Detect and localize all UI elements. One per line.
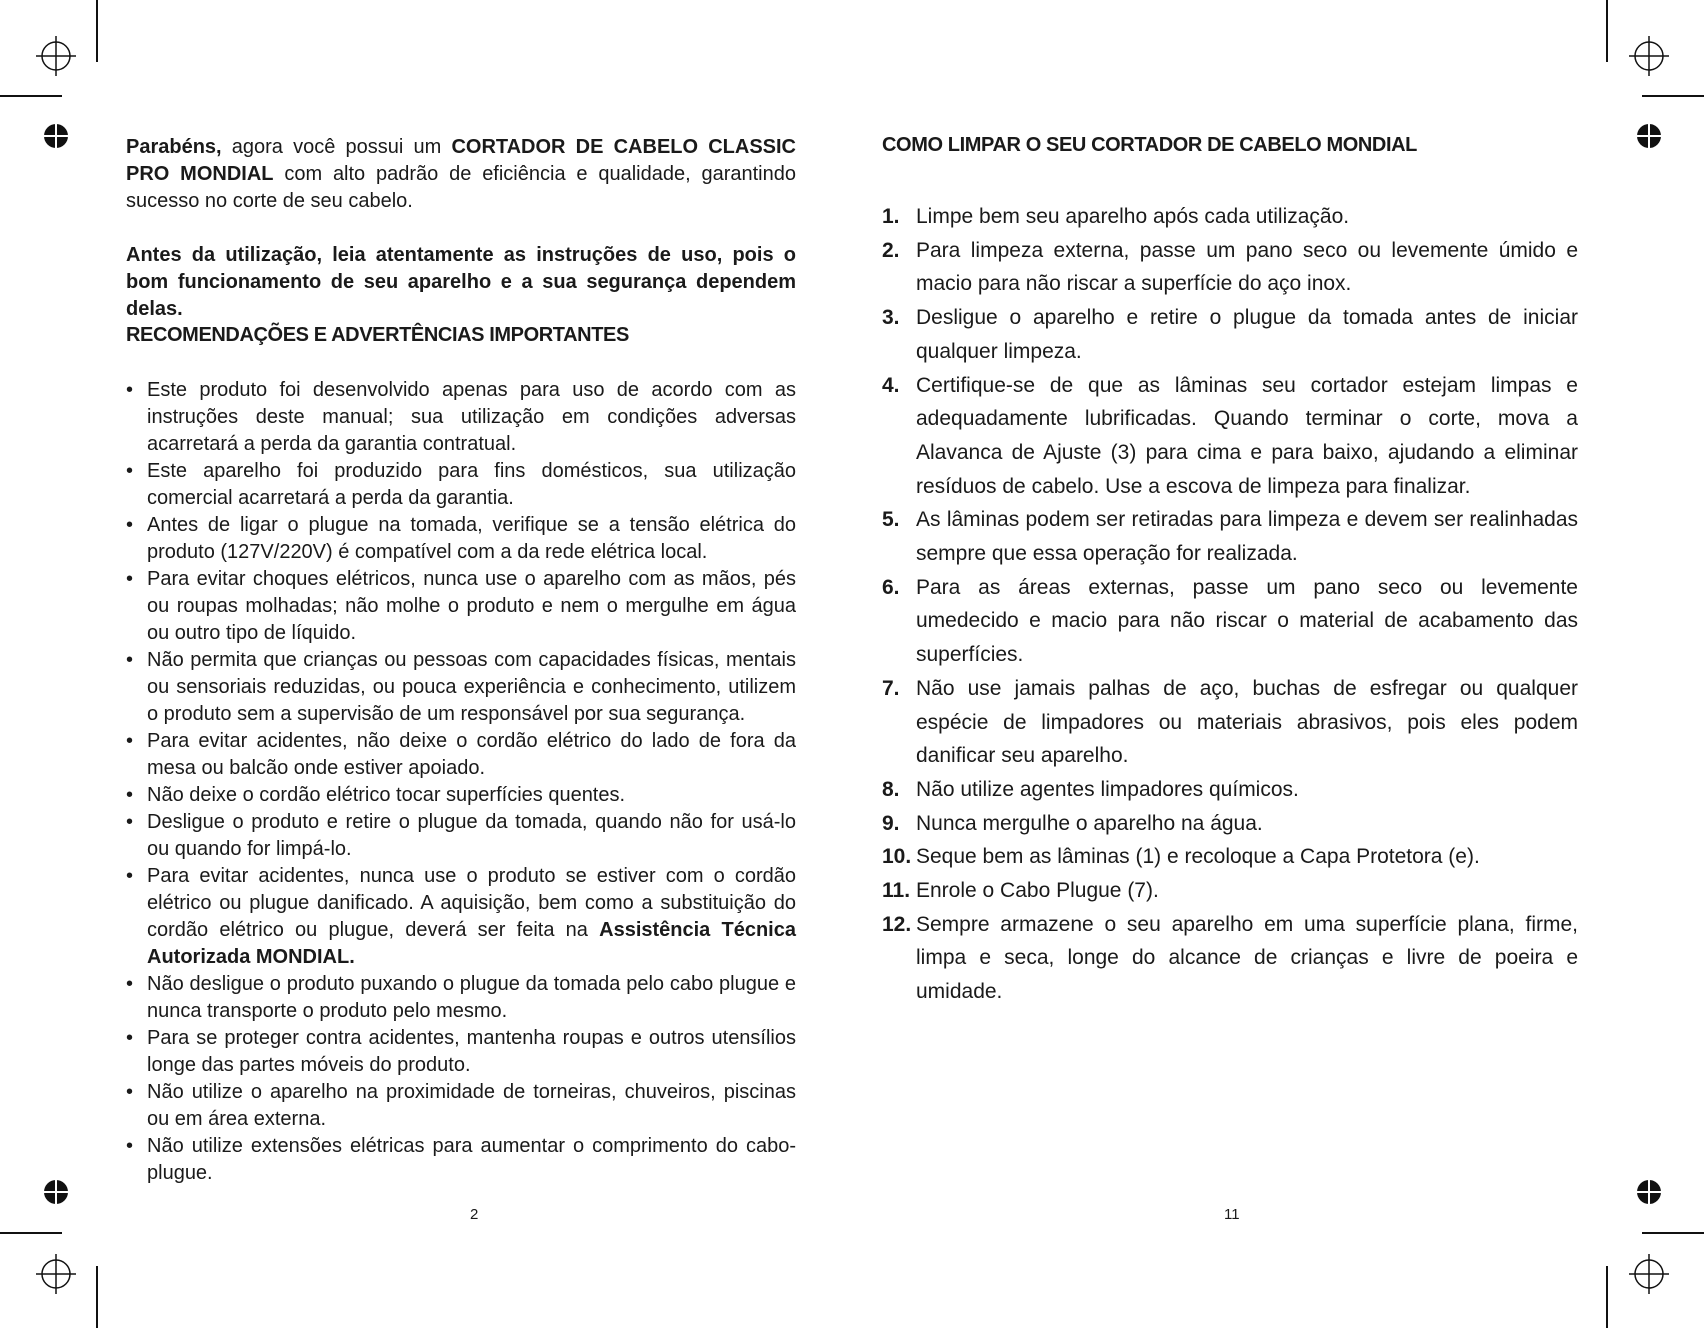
list-item: • Desligue o produto e retire o plugue da tomada, quando não for usá-lo ou quando for limpá-lo. (126, 811, 796, 860)
bullet-icon: • (126, 568, 134, 590)
crop-mark (1642, 95, 1704, 97)
step-number: 9. (882, 811, 900, 835)
list-item: • Não utilize o aparelho na proximidade de torneiras, chuveiros, piscinas ou em área externa. (126, 1081, 796, 1130)
registration-dot-icon (43, 1179, 69, 1205)
bullet-icon: • (126, 1135, 134, 1157)
crop-mark (96, 1266, 98, 1328)
crop-mark (1606, 1266, 1608, 1328)
bullet-icon: • (126, 379, 134, 401)
cleaning-title: COMO LIMPAR O SEU CORTADOR DE CABELO MONDIAL (882, 134, 1417, 156)
list-item: • Para evitar acidentes, nunca use o produto se estiver com o cordão elétrico ou plugue danificado. A aquisição, bem como a substituição do cordão elétrico ou plugue, deverá ser feita na Assistência Técnica Autorizada MONDIAL. (126, 865, 796, 968)
list-item: • Antes de ligar o plugue na tomada, verifique se a tensão elétrica do produto (127V/220V) é compatível com a da rede elétrica local. (126, 514, 796, 563)
registration-dot-icon (1636, 1179, 1662, 1205)
list-item: 7. Não use jamais palhas de aço, buchas de esfregar ou qualquer espécie de limpadores ou materiais abrasivos, pois eles podem danificar seu aparelho. (882, 672, 1578, 773)
list-item: 6. Para as áreas externas, passe um pano seco ou levemente umedecido e macio para não riscar o material de acabamento das superfícies. (882, 571, 1578, 672)
step-number: 5. (882, 508, 900, 532)
bullet-icon: • (126, 1081, 134, 1103)
step-number: 1. (882, 205, 900, 228)
step-number: 6. (882, 575, 900, 599)
list-item: 10. Seque bem as lâminas (1) e recoloque a Capa Protetora (e). (882, 840, 1578, 874)
bullet-icon: • (126, 649, 134, 671)
list-item: • Para evitar acidentes, não deixe o cordão elétrico do lado de fora da mesa ou balcão onde estiver apoiado. (126, 730, 796, 779)
list-item: 3. Desligue o aparelho e retire o plugue da tomada antes de iniciar qualquer limpeza. (882, 301, 1578, 368)
bullet-icon: • (126, 784, 134, 806)
step-number: 2. (882, 238, 900, 262)
intro-lead: Parabéns, (126, 136, 222, 158)
crop-mark (1642, 1232, 1704, 1234)
intro-text: agora você possui um (221, 136, 452, 158)
list-item: 4. Certifique-se de que as lâminas seu cortador estejam limpas e adequadamente lubrificadas. Quando terminar o corte, mova a Alavanca de Ajuste (3) para cima e para baixo, ajudando a eliminar resíduos de cabelo. Use a escova de limpeza para finalizar. (882, 369, 1578, 504)
registration-dot-icon (43, 123, 69, 149)
intro-text: com alto padrão de eficiência e qualidade, garantindo sucesso no corte de seu cabelo. (126, 163, 796, 212)
bullet-icon: • (126, 811, 134, 833)
page-number: 2 (470, 1206, 479, 1223)
list-item: • Este produto foi desenvolvido apenas para uso de acordo com as instruções deste manual; sua utilização em condições adversas acarretará a perda da garantia contratual. (126, 379, 796, 455)
bullet-icon: • (126, 1027, 134, 1049)
step-number: 4. (882, 373, 900, 397)
crop-mark (0, 1232, 62, 1234)
recommendations-list (126, 377, 796, 1187)
list-item: • Não deixe o cordão elétrico tocar superfícies quentes. (126, 782, 796, 809)
bullet-icon: • (126, 865, 134, 887)
step-number: 7. (882, 676, 900, 700)
cleaning-steps-list (882, 200, 1578, 1009)
registration-crosshair-icon (1629, 1254, 1669, 1294)
list-item: 9. Nunca mergulhe o aparelho na água. (882, 807, 1578, 841)
right-page (882, 0, 1578, 1328)
page-number: 11 (1224, 1206, 1240, 1223)
authorized-service: Assistência Técnica Autorizada MONDIAL. (147, 919, 796, 968)
list-item: 11. Enrole o Cabo Plugue (7). (882, 874, 1578, 908)
registration-dot-icon (1636, 123, 1662, 149)
bullet-icon: • (126, 460, 134, 482)
registration-crosshair-icon (36, 36, 76, 76)
list-item: 12. Sempre armazene o seu aparelho em uma superfície plana, firme, limpa e seca, longe do alcance de crianças e livre de poeira e umidade. (882, 908, 1578, 1009)
crop-mark (0, 95, 62, 97)
list-item: • Não utilize extensões elétricas para aumentar o comprimento do cabo-plugue. (126, 1135, 796, 1184)
list-item: 5. As lâminas podem ser retiradas para limpeza e devem ser realinhadas sempre que essa operação for realizada. (882, 503, 1578, 570)
step-number: 10. (882, 845, 912, 869)
recommendations-title: RECOMENDAÇÕES E ADVERTÊNCIAS IMPORTANTES (126, 324, 629, 346)
list-item: • Este aparelho foi produzido para fins domésticos, sua utilização comercial acarretará a perda da garantia. (126, 460, 796, 509)
list-item: 1. Limpe bem seu aparelho após cada utilização. (882, 200, 1578, 234)
list-item: • Para evitar choques elétricos, nunca use o aparelho com as mãos, pés ou roupas molhadas; não molhe o produto e nem o mergulhe em água ou outro tipo de líquido. (126, 568, 796, 644)
warning-paragraph: Antes da utilização, leia atentamente as instruções de uso, pois o bom funcionamento de seu aparelho e a sua segurança dependem delas. (126, 244, 796, 320)
registration-crosshair-icon (1629, 36, 1669, 76)
list-item: • Para se proteger contra acidentes, mantenha roupas e outros utensílios longe das partes móveis do produto. (126, 1027, 796, 1076)
list-item: • Não desligue o produto puxando o plugue da tomada pelo cabo plugue e nunca transporte o produto pelo mesmo. (126, 973, 796, 1022)
list-item: • Não permita que crianças ou pessoas com capacidades físicas, mentais ou sensoriais reduzidas, ou pouca experiência e conhecimento, utilizem o produto sem a supervisão de um responsável por sua segurança. (126, 649, 796, 725)
intro-paragraph (126, 134, 796, 215)
registration-crosshair-icon (36, 1254, 76, 1294)
step-number: 12. (882, 912, 912, 936)
left-page (126, 0, 796, 1328)
list-item: 8. Não utilize agentes limpadores químicos. (882, 773, 1578, 807)
bullet-icon: • (126, 514, 134, 536)
bullet-icon: • (126, 730, 134, 752)
bullet-icon: • (126, 973, 134, 995)
list-item: 2. Para limpeza externa, passe um pano seco ou levemente úmido e macio para não riscar a superfície do aço inox. (882, 234, 1578, 301)
crop-mark (1606, 0, 1608, 62)
product-name: CORTADOR DE CABELO CLASSIC PRO MONDIAL (126, 136, 797, 185)
step-number: 8. (882, 777, 900, 801)
step-number: 3. (882, 306, 900, 330)
step-number: 11. (882, 879, 911, 903)
crop-mark (96, 0, 98, 62)
